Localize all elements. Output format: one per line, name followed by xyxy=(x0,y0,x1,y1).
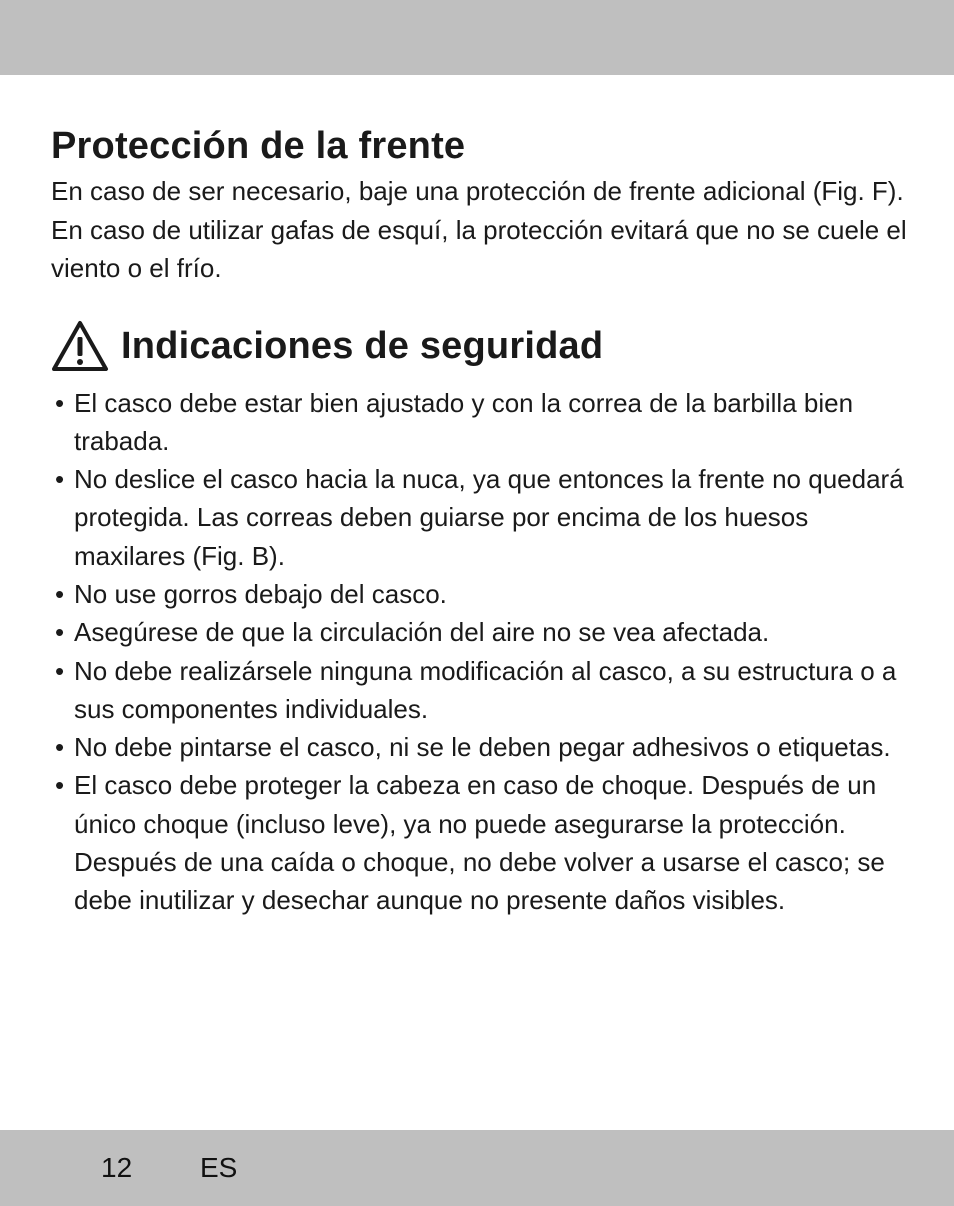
bullet-icon: • xyxy=(55,617,65,648)
page-number: 12 xyxy=(101,1152,133,1183)
list-item xyxy=(51,613,911,651)
list-item xyxy=(51,575,911,613)
bullet-icon: • xyxy=(55,732,65,763)
forehead-protection-paragraph: En caso de ser necesario, baje una protección de frente adicional (Fig. F). En caso de utilizar gafas de esquí, la protección evitará que no se cuele el viento o el frío. xyxy=(51,176,907,283)
section-title-safety: Indicaciones de seguridad xyxy=(121,324,604,367)
list-item xyxy=(51,728,911,766)
list-item-text: No use gorros debajo del casco. xyxy=(74,578,447,609)
list-item-text: No debe realizársele ninguna modificación al casco, a su estructura o a sus componentes individuales. xyxy=(74,655,897,724)
safety-list xyxy=(51,384,911,920)
list-item-text: Asegúrese de que la circulación del aire no se vea afectada. xyxy=(74,617,770,648)
bullet-icon: • xyxy=(55,770,65,801)
bullet-icon: • xyxy=(55,464,65,495)
list-item-text: No deslice el casco hacia la nuca, ya que entonces la frente no quedará protegida. Las correas deben guiarse por encima de los huesos maxilares (Fig. B). xyxy=(74,464,904,571)
safety-heading xyxy=(51,320,911,372)
list-item xyxy=(51,766,911,919)
list-item-text: El casco debe proteger la cabeza en caso de choque. Después de un único choque (incluso leve), ya no puede asegurarse la protección. Después de una caída o choque, no debe volver a usarse el casco; se debe inutilizar y desechar aunque no presente daños visibles. xyxy=(74,770,885,916)
bullet-icon: • xyxy=(55,578,65,609)
language-code: ES xyxy=(200,1152,238,1183)
header-band xyxy=(0,0,954,75)
footer-band xyxy=(0,1130,954,1206)
list-item xyxy=(51,460,911,575)
bullet-icon: • xyxy=(55,387,65,418)
page-content xyxy=(51,120,911,920)
list-item-text: El casco debe estar bien ajustado y con la correa de la barbilla bien trabada. xyxy=(74,387,854,456)
bullet-icon: • xyxy=(55,655,65,686)
list-item xyxy=(51,652,911,729)
list-item xyxy=(51,384,911,461)
section-title-forehead-protection: Protección de la frente xyxy=(51,125,466,167)
warning-triangle-icon xyxy=(51,320,109,372)
list-item-text: No debe pintarse el casco, ni se le deben pegar adhesivos o etiquetas. xyxy=(74,732,891,763)
